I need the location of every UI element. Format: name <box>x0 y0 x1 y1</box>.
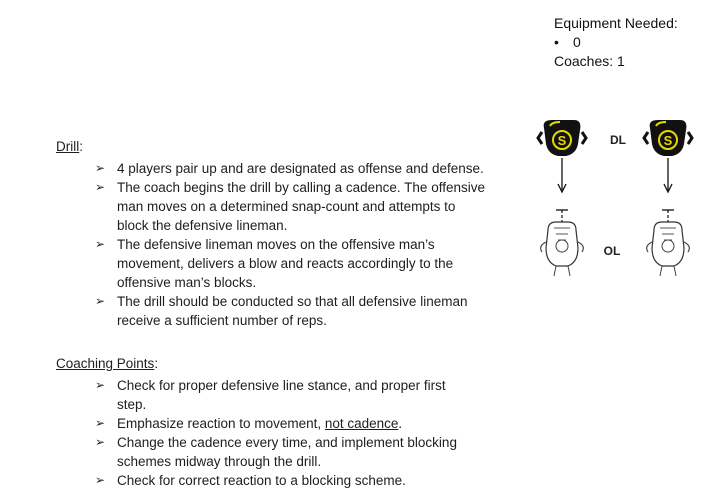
arrow-bullet-icon: ➢ <box>95 237 106 251</box>
arrow-bullet-icon: ➢ <box>95 435 106 449</box>
helmet-letter: S <box>557 133 567 148</box>
offensive-helmet-icon <box>647 222 690 276</box>
arrow-bullet-icon: ➢ <box>95 294 106 308</box>
coaching-heading: Coaching Points <box>56 356 155 371</box>
drill-heading: Drill <box>56 139 80 154</box>
list-item <box>95 471 475 490</box>
arrow-bullet-icon: ➢ <box>95 180 106 194</box>
list-item <box>95 414 475 433</box>
list-item <box>95 433 475 471</box>
defensive-helmet-icon <box>644 120 692 156</box>
list-item <box>95 292 490 330</box>
drill-item-text: 4 players pair up and are designated as offense and defense. <box>117 161 484 176</box>
list-item <box>95 235 490 292</box>
coaching-heading-colon: : <box>154 356 159 371</box>
coaches-count: Coaches: 1 <box>554 53 625 69</box>
dl-label: DL <box>610 133 626 147</box>
coaching-item-text: Change the cadence every time, and implement blocking schemes midway through the drill. <box>117 435 457 469</box>
coaching-item-text: Check for proper defensive line stance, and proper first step. <box>117 378 446 412</box>
equipment-panel <box>554 14 678 71</box>
drill-list <box>95 159 490 330</box>
helmet-letter: S <box>663 133 673 148</box>
arrow-bullet-icon: ➢ <box>95 416 106 430</box>
arrow-bullet-icon: ➢ <box>95 161 106 175</box>
arrow-bullet-icon: ➢ <box>95 473 106 487</box>
drill-heading-colon: : <box>79 139 84 154</box>
equipment-item <box>554 33 678 52</box>
coaching-item-text: Check for correct reaction to a blocking scheme. <box>117 473 406 488</box>
underlined-text: not cadence <box>324 416 399 431</box>
coaching-list <box>95 376 475 490</box>
list-item <box>95 376 475 414</box>
coaching-item-text: Emphasize reaction to movement, <box>117 416 325 431</box>
equipment-item-text: 0 <box>573 34 581 50</box>
arrow-bullet-icon: ➢ <box>95 378 106 392</box>
equipment-title: Equipment Needed: <box>554 15 678 31</box>
coaching-heading-row <box>56 356 158 371</box>
ol-label: OL <box>603 244 621 258</box>
drill-item-text: The drill should be conducted so that all defensive lineman receive a sufficient number of reps. <box>117 294 468 328</box>
list-item <box>95 159 490 178</box>
period: . <box>398 416 403 431</box>
drill-item-text: The defensive lineman moves on the offensive man’s movement, delivers a blow and reacts accordingly to the offensive man’s blocks. <box>117 237 454 290</box>
list-item <box>95 178 490 235</box>
offensive-helmet-icon <box>541 222 584 276</box>
defensive-helmet-icon <box>538 120 586 156</box>
bullet-icon: • <box>554 34 559 50</box>
drill-item-text: The coach begins the drill by calling a cadence. The offensive man moves on a determined snap-count and attempts to block the defensive lineman. <box>117 180 485 233</box>
drill-heading-row <box>56 139 83 154</box>
drill-diagram <box>530 118 710 288</box>
